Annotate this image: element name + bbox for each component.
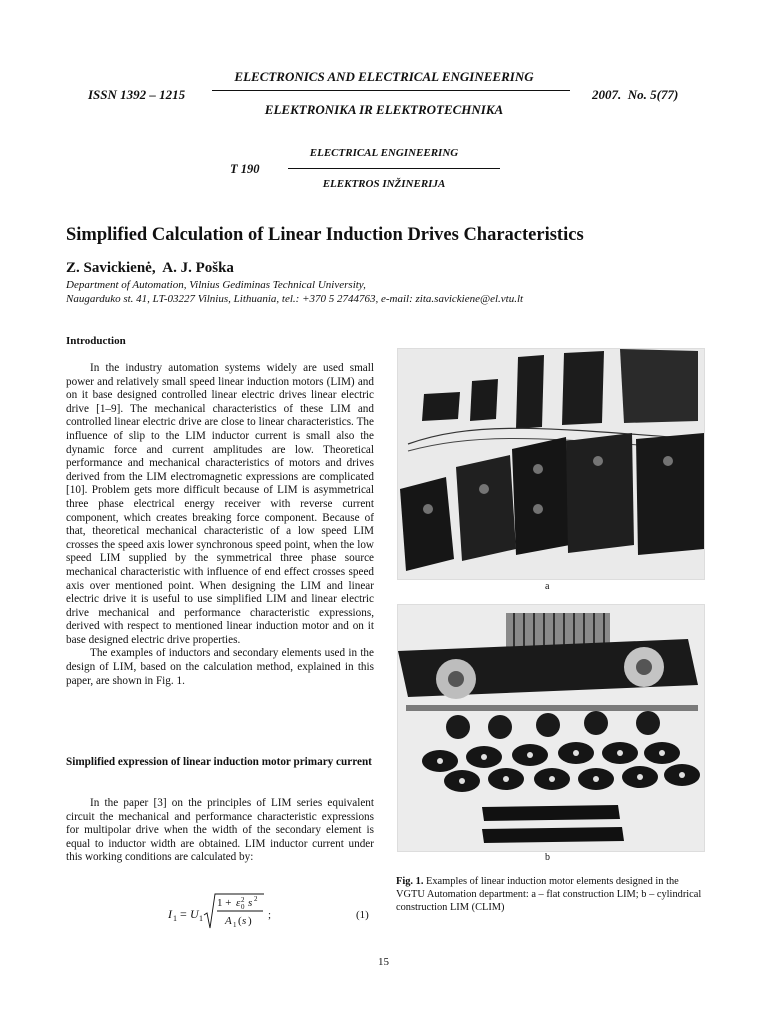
svg-text:1: 1 <box>173 914 177 923</box>
affiliation-line-2: Naugarduko st. 41, LT-03227 Vilnius, Lithuania, tel.: +370 5 2744763, e-mail: zita.savickiene@el.vtu.lt <box>66 293 524 305</box>
equation-1 <box>160 888 280 934</box>
figure-1-caption <box>396 875 704 914</box>
svg-text:=: = <box>180 907 187 921</box>
issue-number: 2007. No. 5(77) <box>592 87 679 102</box>
svg-text:U: U <box>190 907 199 921</box>
paper-authors: Z. Savickienė, A. J. Poška <box>66 260 234 276</box>
intro-paragraph-1: In the industry automation systems widely are used small power and relatively small speed linear induction motors (LIM) and on it base designed controlled linear electric drives linear electric drive [1–9]. The mechanical characteristics of these LIM and controlled linear electric drive are close to linear characteristics. The influence of slip to the LIM inductor current is small also the dynamic force and current amplitudes are low. Theoretical performance and mechanical characteristics of motors and drives derived from the LIM electromagnetic expressions are complicated [10]. Problem gets more difficult because of LIM is asymmetrical three phase electrical energy receiver with reverse current component, which creates breaking force component. Because of that, theoretical mechanical characteristic of a low speed LIM crosses the speed axis lower synchronous speed point, when the low speed LIM supplied by the symmetrical three phase source mechanical characteristic with influence of end effect crosses speed axis over mentioned point. When designing the LIM and linear electric drive it is useful to use simplified LIM and linear electric drive mechanical and performance characteristic expressions, derived with respect to mentioned linear induction motor and on it base designed electric drive properties. <box>66 362 374 646</box>
svg-text:1: 1 <box>233 921 237 929</box>
section-code: T 190 <box>230 162 260 176</box>
paper-title: Simplified Calculation of Linear Induction Drives Characteristics <box>66 225 584 245</box>
figure-1-caption-text: Examples of linear induction motor elements designed in the VGTU Automation department: a – flat construction LIM; b – cylindrical construction LIM (CLIM) <box>396 876 702 913</box>
section-title-en: ELECTRICAL ENGINEERING <box>309 147 459 159</box>
svg-text:2: 2 <box>254 895 258 903</box>
svg-text:1: 1 <box>199 914 203 923</box>
svg-text:A: A <box>225 915 232 927</box>
figure-1b-photo <box>397 604 705 852</box>
journal-title-lt: ELEKTRONIKA IR ELEKTROTECHNIKA <box>264 102 504 117</box>
introduction-text <box>66 362 374 688</box>
equation-number: (1) <box>356 909 369 921</box>
svg-text:;: ; <box>268 909 272 921</box>
svg-text:I: I <box>168 907 172 921</box>
intro-paragraph-2: The examples of inductors and secondary elements used in the design of LIM, based on the calculation method, explained in this paper, are shown in Fig. 1. <box>66 647 374 687</box>
svg-text:(: ( <box>238 915 242 927</box>
svg-text:ε: ε <box>236 897 241 909</box>
svg-text:1 +: 1 + <box>217 897 232 909</box>
figure-1a-photo <box>397 348 705 580</box>
svg-text:): ) <box>248 915 252 927</box>
header-rule <box>212 90 570 91</box>
figure-1b-label: b <box>545 852 550 863</box>
section-heading-introduction: Introduction <box>66 335 126 347</box>
journal-title-en: ELECTRONICS AND ELECTRICAL ENGINEERING <box>234 69 534 84</box>
svg-text:s: s <box>242 915 247 927</box>
svg-text:2: 2 <box>241 896 245 904</box>
figure-1a-label: a <box>545 581 550 592</box>
section-title-lt: ELEKTROS INŽINERIJA <box>322 178 446 190</box>
svg-text:0: 0 <box>241 903 245 911</box>
section-heading-primary-current: Simplified expression of linear induction motor primary current <box>66 756 372 768</box>
issn: ISSN 1392 – 1215 <box>88 87 186 102</box>
page-number: 15 <box>378 956 389 968</box>
section-rule <box>288 168 500 169</box>
affiliation-line-1: Department of Automation, Vilnius Gediminas Technical University, <box>66 279 366 291</box>
section2-text <box>66 797 374 865</box>
section2-paragraph-1: In the paper [3] on the principles of LIM series equivalent circuit the mechanical and performance characteristic expressions for multipolar drive when the width of the secondary element is equal to inductor width are obtained. LIM inductor current under this working conditions are calculated by: <box>66 797 374 864</box>
figure-1-caption-label: Fig. 1. <box>396 876 424 887</box>
svg-text:s: s <box>248 897 253 909</box>
